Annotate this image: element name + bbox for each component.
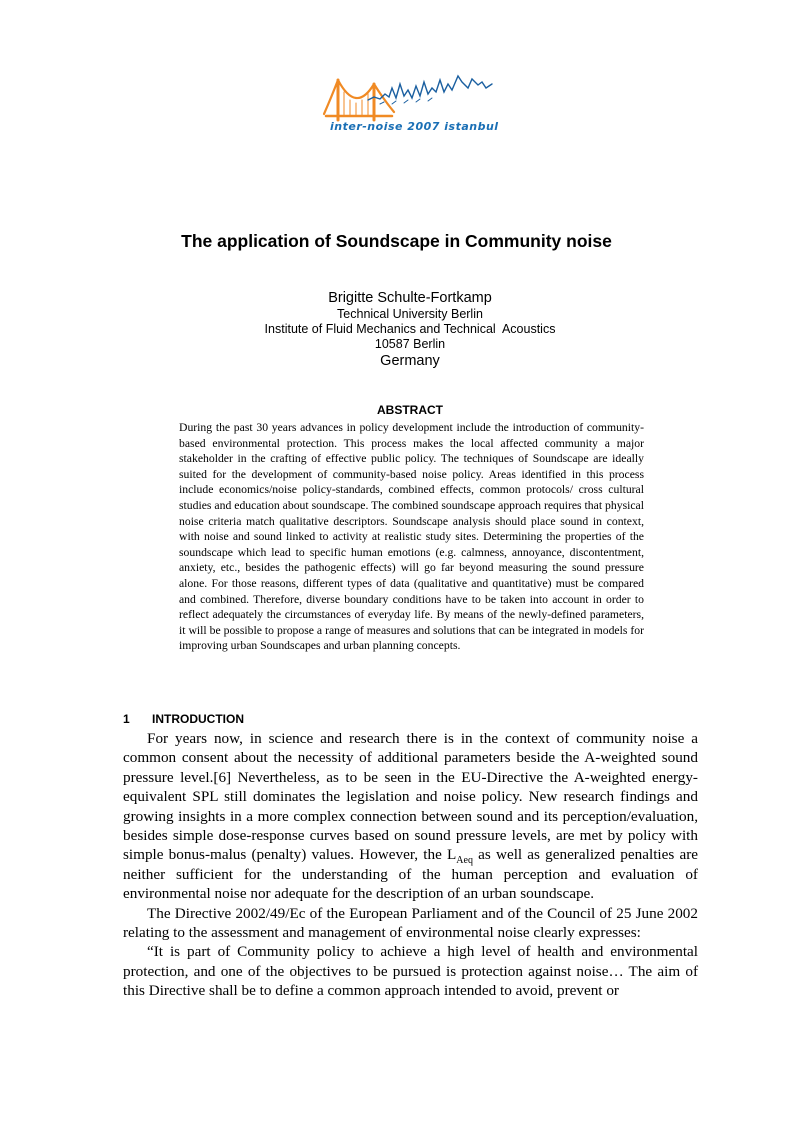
author-country: Germany [380, 353, 440, 369]
bridge-icon [324, 80, 394, 120]
section-number: 1 [123, 712, 130, 726]
logo-text: inter-noise 2007 istanbul [330, 120, 499, 133]
author-affiliation-university: Technical University Berlin [337, 307, 483, 321]
section-body [123, 729, 698, 1001]
paragraph: The Directive 2002/49/Ec of the European Parliament and of the Council of 25 June 2002 relating to the assessment and management of environmental noise clearly expresses: [123, 904, 698, 942]
author-name: Brigitte Schulte-Fortkamp [328, 290, 492, 306]
paragraph: For years now, in science and research there is in the context of community noise a common consent about the necessity of additional parameters beside the A-weighted sound pressure level.[6] Nevertheless, as to be seen in the EU-Directive the A-weighted energy-equivalent SPL still dominates the legislation and noise policy. New research findings and growing insights in a more complex connection between sound and its perception/evaluation, besides simple dose-response curves based on sound pressure levels, are met by policy with simple bonus-malus (penalty) values. However, the $L_{Aeq}$ as well as generalized penalties are neither sufficient for the understanding of the human perception and evaluation of environmental noise nor adequate for the description of an urban soundscape. [123, 730, 698, 903]
section-title: INTRODUCTION [152, 712, 244, 726]
abstract-heading: ABSTRACT [377, 403, 443, 417]
sound-wave-icon [368, 76, 492, 104]
paper-title: The application of Soundscape in Community noise [181, 231, 612, 251]
author-address: 10587 Berlin [374, 337, 446, 351]
abstract-text: During the past 30 years advances in policy development include the introduction of community-based environmental protection. This process makes the local affected community a major stakeholder in the crafting of effective public policy. The techniques of Soundscape are ideally suited for the development of community-based noise policy. Areas identified in this process include economics/noise policy-standards, combined effects, common protocols/ cross cultural studies and education about soundscape. The combined soundscape approach requires that physical noise criteria match qualitative descriptors. Soundscape analysis should place sound in context, with noise and sound linked to activity at realistic study sites. Determining the properties of the soundscape which lead to specific human emotions (e.g. calmness, annoyance, discontentment, anxiety, etc., besides the pathogenic effects) will go far beyond measuring the sound pressure alone. For those reasons, different types of data (qualitative and quantitative) must be compared and combined. Therefore, diverse boundary conditions have to be taken into account in order to reflect adequately the circumstances of everyday life. By means of the newly-defined parameters, it will be possible to propose a range of measures and solutions that can be integrated in models for improving urban Soundscapes and urban planning concepts. [179, 421, 644, 653]
paragraph: “It is part of Community policy to achieve a high level of health and environmental protection, and one of the objectives to be pursued is protection against noise… The aim of this Directive shall be to define a common approach intended to avoid, prevent or [123, 943, 698, 1000]
laeq-symbol: $L_{Aeq}$ [447, 846, 473, 867]
author-affiliation-institute: Institute of Fluid Mechanics and Technical Acoustics [264, 322, 556, 336]
section-heading [123, 712, 244, 726]
